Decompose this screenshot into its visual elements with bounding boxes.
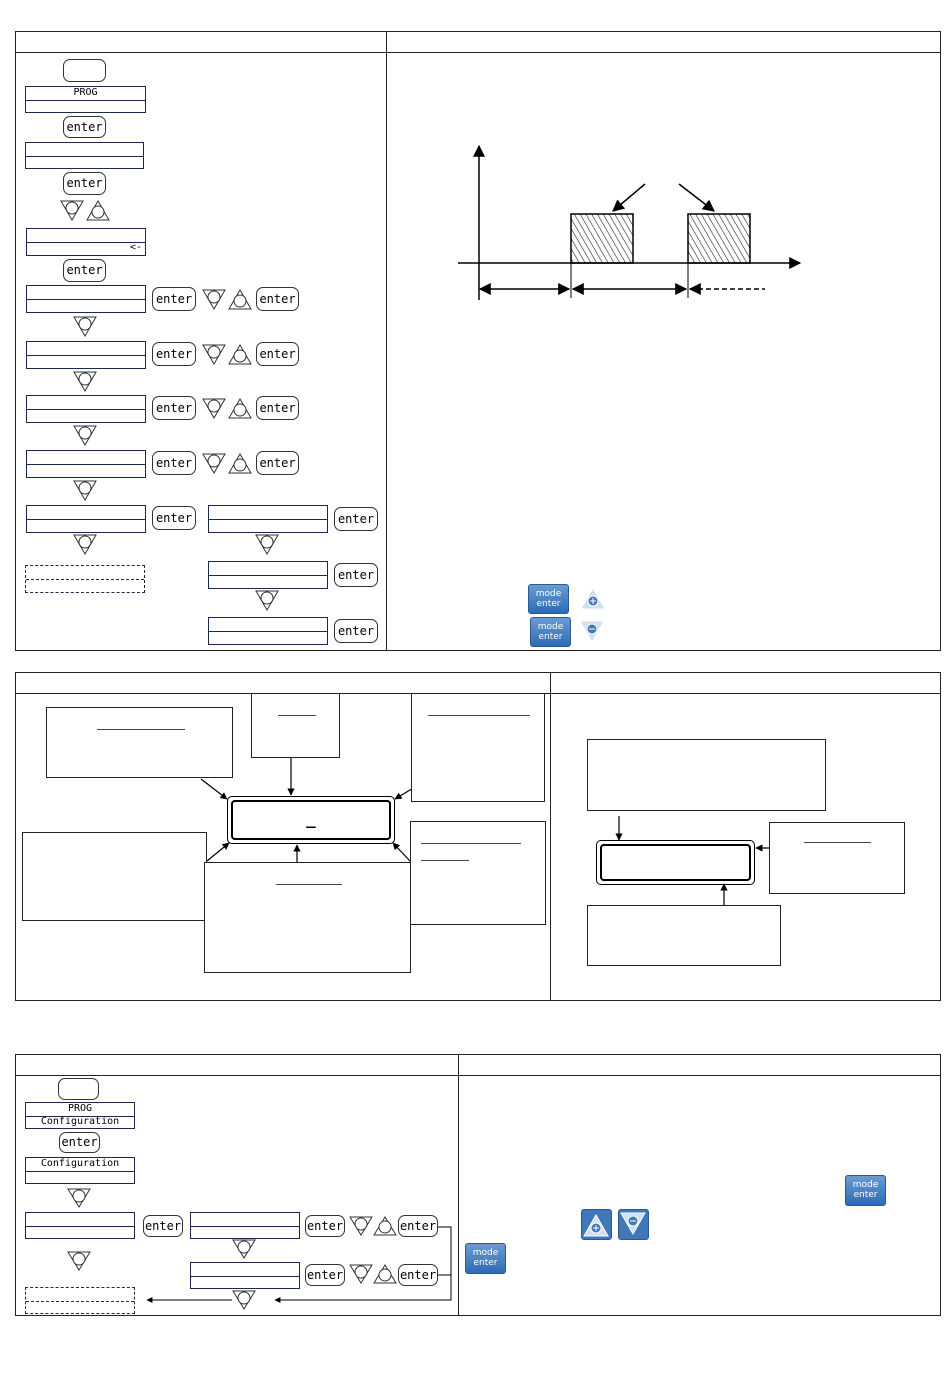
mode-enter-icon[interactable]: mode enter <box>530 617 571 647</box>
enter-key[interactable]: enter <box>59 1132 100 1153</box>
enter-key[interactable]: enter <box>398 1215 438 1237</box>
plus-icon <box>584 1215 608 1236</box>
display-prog-text: PROG <box>67 1103 93 1114</box>
enter-key[interactable]: enter <box>334 563 378 587</box>
cursor-indicator: <- <box>129 242 142 253</box>
enter-key[interactable]: enter <box>152 287 196 311</box>
enter-key[interactable]: enter <box>152 396 196 420</box>
enter-key[interactable]: enter <box>256 287 299 311</box>
enter-key[interactable]: enter <box>152 506 196 530</box>
enter-key[interactable]: enter <box>63 172 106 195</box>
mode-enter-icon[interactable]: mode enter <box>528 584 569 614</box>
enter-key[interactable]: enter <box>256 396 299 420</box>
minus-icon <box>621 1213 645 1234</box>
enter-key[interactable]: enter <box>256 451 299 475</box>
enter-key[interactable]: enter <box>63 259 106 282</box>
mode-enter-icon[interactable]: mode enter <box>845 1175 886 1206</box>
enter-key[interactable]: enter <box>143 1215 183 1237</box>
enter-key[interactable]: enter <box>334 507 378 531</box>
display-configuration-text: Configuration <box>40 1115 120 1127</box>
enter-key[interactable]: enter <box>63 116 106 138</box>
enter-key[interactable]: enter <box>305 1264 345 1286</box>
display-cursor-glyph: _ <box>306 809 316 828</box>
enter-key[interactable]: enter <box>152 342 196 366</box>
enter-key[interactable]: enter <box>334 619 378 643</box>
enter-key[interactable]: enter <box>398 1264 438 1286</box>
enter-key[interactable]: enter <box>256 342 299 366</box>
display-prog-text: PROG <box>73 87 98 98</box>
display-configuration-text: Configuration <box>40 1158 120 1169</box>
enter-key[interactable]: enter <box>152 451 196 475</box>
enter-key[interactable]: enter <box>305 1215 345 1237</box>
mode-enter-icon[interactable]: mode enter <box>465 1243 506 1274</box>
